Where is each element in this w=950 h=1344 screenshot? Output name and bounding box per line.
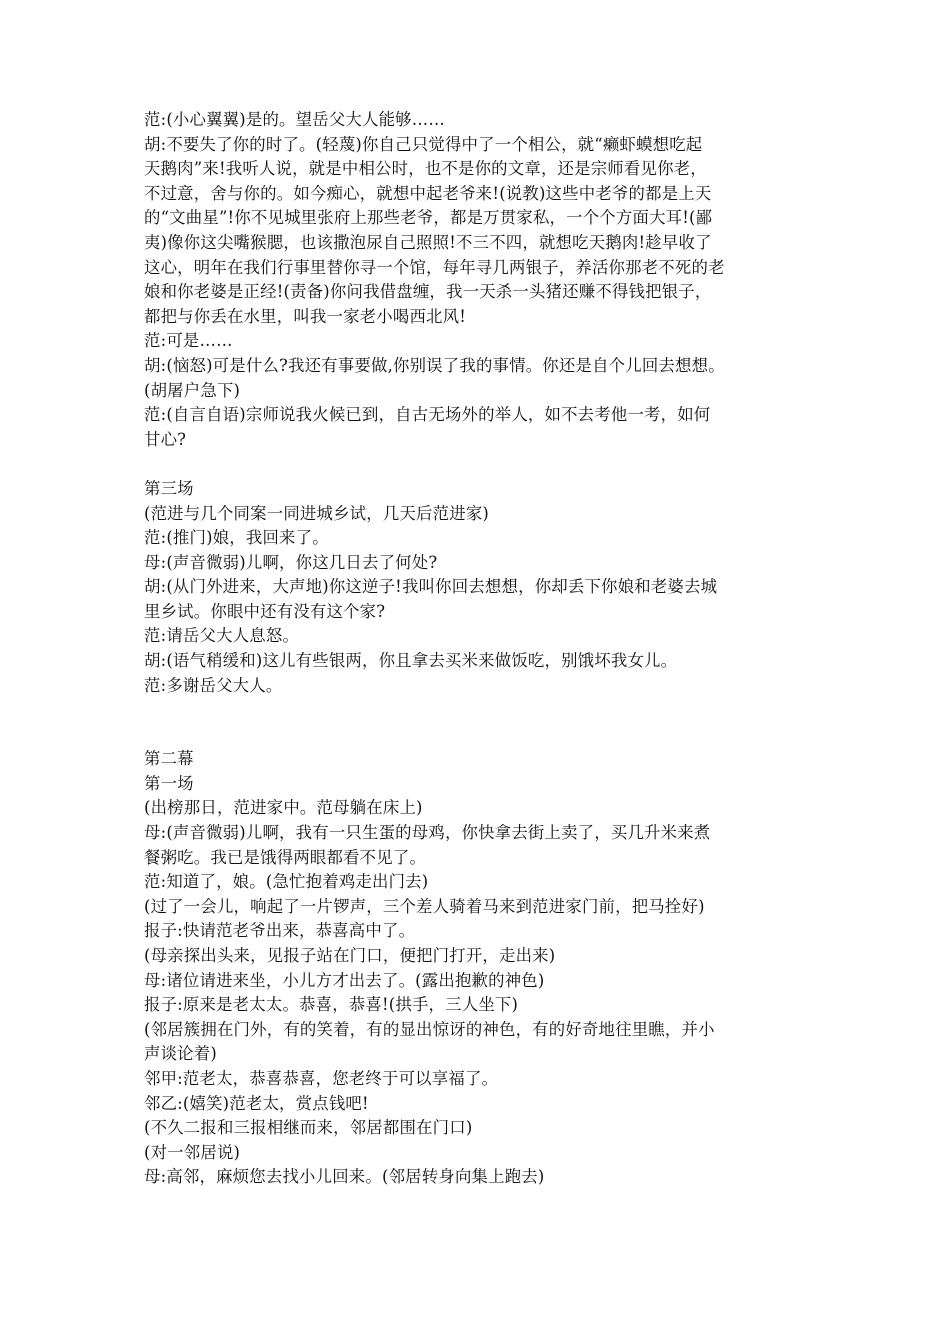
dialogue-line: 邻甲:范老太，恭喜恭喜，您老终于可以享福了。 xyxy=(144,1068,499,1088)
dialogue-line: 范:(推门)娘，我回来了。 xyxy=(144,528,329,548)
dialogue-line: 范:(自言自语)宗师说我火候已到，自古无场外的举人，如不去考他一考，如何 xyxy=(144,405,711,425)
section-gap xyxy=(144,698,810,747)
dialogue-line: 邻乙:(嬉笑)范老太，赏点钱吧! xyxy=(144,1093,369,1113)
dialogue-line: 第二幕 xyxy=(144,749,194,769)
dialogue-line: 不过意，舍与你的。如今痴心，就想中起老爷来!(说教)这些中老爷的都是上天 xyxy=(144,183,712,203)
dialogue-line: (不久二报和三报相继而来，邻居都围在门口) xyxy=(144,1118,473,1138)
script-page xyxy=(144,108,810,1190)
dialogue-line: 报子:原来是老太太。恭喜，恭喜!(拱手，三人坐下) xyxy=(144,995,519,1015)
script-section xyxy=(144,108,810,452)
dialogue-line: 报子:快请范老爷出来，恭喜高中了。 xyxy=(144,921,416,941)
dialogue-line: (出榜那日，范进家中。范母躺在床上) xyxy=(144,798,423,818)
dialogue-line: 母:诸位请进来坐，小儿方才出去了。(露出抱歉的神色) xyxy=(144,970,545,990)
dialogue-line: 范:请岳父大人息怒。 xyxy=(144,626,300,646)
dialogue-line: 母:(声音微弱)儿啊，我有一只生蛋的母鸡，你快拿去街上卖了，买几升米来煮 xyxy=(144,823,711,843)
dialogue-line: 范:多谢岳父大人。 xyxy=(144,675,283,695)
dialogue-line: 天鹅肉”来!我听人说，就是中相公时，也不是你的文章，还是宗师看见你老， xyxy=(144,159,707,179)
dialogue-line: 第三场 xyxy=(144,478,194,498)
dialogue-line: 娘和你老婆是正经!(责备)你问我借盘缠，我一天杀一头猪还赚不得钱把银子， xyxy=(144,282,712,302)
dialogue-line: (过了一会儿，响起了一片锣声，三个差人骑着马来到范进家门前，把马拴好) xyxy=(144,896,705,916)
dialogue-line: 夷)像你这尖嘴猴腮，也该撒泡尿自己照照!不三不四，就想吃天鹅肉!趁早收了 xyxy=(144,232,712,252)
dialogue-line: 第一场 xyxy=(144,773,194,793)
dialogue-line: 里乡试。你眼中还有没有这个家? xyxy=(144,601,386,621)
dialogue-line: 甘心? xyxy=(144,429,187,449)
dialogue-line: 胡:(恼怒)可是什么?我还有事要做,你别误了我的事情。你还是自个儿回去想想。 xyxy=(144,355,725,375)
dialogue-line: 声谈论着) xyxy=(144,1044,217,1064)
dialogue-line: 胡:不要失了你的时了。(轻蔑)你自己只觉得中了一个相公，就“癞虾蟆想吃起 xyxy=(144,134,703,154)
dialogue-line: 范:可是…… xyxy=(144,331,233,351)
dialogue-line: (邻居簇拥在门外，有的笑着，有的显出惊讶的神色，有的好奇地往里瞧，并小 xyxy=(144,1019,715,1039)
dialogue-line: 范:(小心翼翼)是的。望岳父大人能够…… xyxy=(144,110,445,129)
dialogue-line: (母亲探出头来，见报子站在门口，便把门打开，走出来) xyxy=(144,946,556,965)
dialogue-line: (胡屠户急下) xyxy=(144,380,241,400)
dialogue-line: 母:高邻，麻烦您去找小儿回来。(邻居转身向集上跑去) xyxy=(144,1167,545,1187)
dialogue-line: 这心，明年在我们行事里替你寻一个馆，每年寻几两银子，养活你那老不死的老 xyxy=(144,257,725,277)
dialogue-line: 都把与你丢在水里，叫我一家老小喝西北风! xyxy=(144,306,467,326)
dialogue-line: 胡:(从门外进来，大声地)你这逆子!我叫你回去想想，你却丢下你娘和老婆去城 xyxy=(144,577,718,597)
dialogue-line: 胡:(语气稍缓和)这儿有些银两，你且拿去买米来做饭吃，别饿坏我女儿。 xyxy=(144,651,678,671)
dialogue-line: 母:(声音微弱)儿啊，你这几日去了何处? xyxy=(144,552,438,572)
dialogue-line: 餐粥吃。我已是饿得两眼都看不见了。 xyxy=(144,847,427,867)
dialogue-line: 的“文曲星”!你不见城里张府上那些老爷，都是万贯家私，一个个方面大耳!(鄙 xyxy=(144,208,713,228)
dialogue-line: (对一邻居说) xyxy=(144,1142,241,1162)
script-section xyxy=(144,747,810,1190)
script-section xyxy=(144,477,810,698)
dialogue-line: 范:知道了，娘。(急忙抱着鸡走出门去) xyxy=(144,872,429,892)
section-gap xyxy=(144,452,810,477)
dialogue-line: (范进与几个同案一同进城乡试，几天后范进家) xyxy=(144,503,490,523)
